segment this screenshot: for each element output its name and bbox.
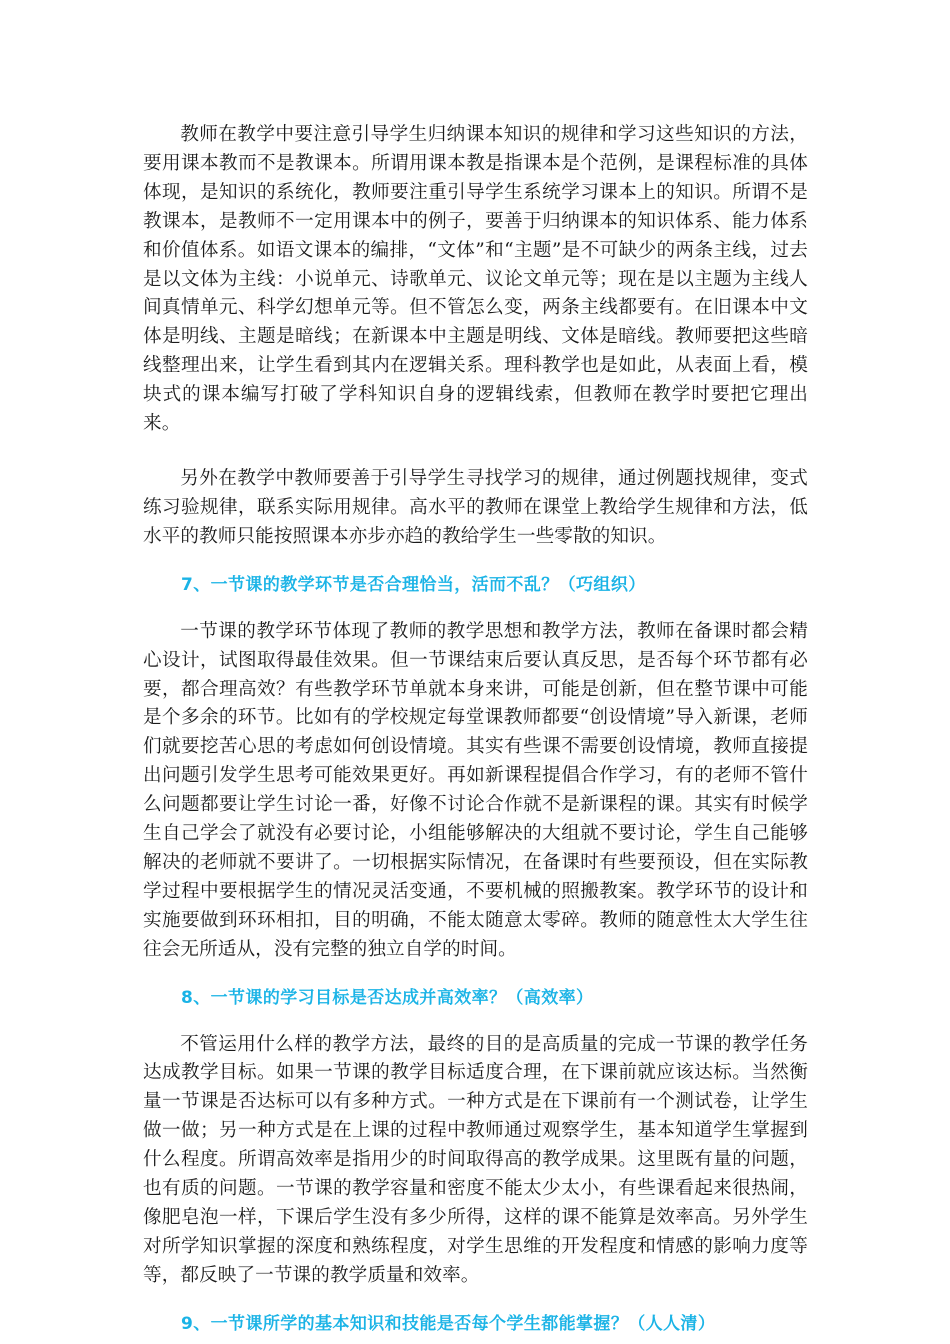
section-heading: 9、一节课所学的基本知识和技能是否每个学生都能掌握？（人人清） xyxy=(181,1313,716,1334)
body-paragraph: 一节课的教学环节体现了教师的教学思想和教学方法，教师在备课时都会精心设计，试图取得最佳效果。但一节课结束后要认真反思，是否每个环节都有必要，都合理高效？有些教学环节单就本身来讲，可能是创新，但在整节课中可能是个多余的环节。比如有的学校规定每堂课教师都要“创设情境”导入新课，老师们就要挖苦心思的考虑如何创设情境。其实有些课不需要创设情境，教师直接提出问题引发学生思考可能效果更好。再如新课程提倡合作学习，有的老师不管什么问题都要让学生讨论一番，好像不讨论合作就不是新课程的课。其实有时候学生自己学会了就没有必要讨论，小组能够解决的大组就不要讨论，学生自己能够解决的老师就不要讲了。一切根据实际情况，在备课时有些要预设，但在实际教学过程中要根据学生的情况灵活变通，不要机械的照搬教案。教学环节的设计和实施要做到环环相扣，目的明确，不能太随意太零碎。教师的随意性太大学生往往会无所适从，没有完整的独立自学的时间。 xyxy=(143,620,808,960)
document-page xyxy=(143,121,808,1338)
body-paragraph: 另外在教学中教师要善于引导学生寻找学习的规律，通过例题找规律，变式练习验规律，联系实际用规律。高水平的教师在课堂上教给学生规律和方法，低水平的教师只能按照课本亦步亦趋的教给学生一些零散的知识。 xyxy=(143,467,808,547)
body-paragraph: 不管运用什么样的教学方法，最终的目的是高质量的完成一节课的教学任务达成教学目标。如果一节课的教学目标适度合理，在下课前就应该达标。当然衡量一节课是否达标可以有多种方式。一种方式是在下课前有一个测试卷，让学生做一做；另一种方式是在上课的过程中教师通过观察学生，基本知道学生掌握到什么程度。所谓高效率是指用少的时间取得高的教学成果。这里既有量的问题，也有质的问题。一节课的教学容量和密度不能太少太小，有些课看起来很热闹，像肥皂泡一样，下课后学生没有多少所得，这样的课不能算是效率高。另外学生对所学知识掌握的深度和熟练程度，对学生思维的开发程度和情感的影响力度等等，都反映了一节课的教学质量和效率。 xyxy=(143,1033,808,1286)
section-heading: 7、一节课的教学环节是否合理恰当，活而不乱？（巧组织） xyxy=(181,574,646,595)
body-paragraph: 教师在教学中要注意引导学生归纳课本知识的规律和学习这些知识的方法，要用课本教而不是教课本。所谓用课本教是指课本是个范例，是课程标准的具体体现，是知识的系统化，教师要注重引导学生系统学习课本上的知识。所谓不是教课本，是教师不一定用课本中的例子，要善于归纳课本的知识体系、能力体系和价值体系。如语文课本的编排，“文体”和“主题”是不可缺少的两条主线，过去是以文体为主线：小说单元、诗歌单元、议论文单元等；现在是以主题为主线人间真情单元、科学幻想单元等。但不管怎么变，两条主线都要有。在旧课本中文体是明线、主题是暗线；在新课本中主题是明线、文体是暗线。教师要把这些暗线整理出来，让学生看到其内在逻辑关系。理科教学也是如此，从表面上看，模块式的课本编写打破了学科知识自身的逻辑线索，但教师在教学时要把它理出来。 xyxy=(143,124,808,435)
section-heading: 8、一节课的学习目标是否达成并高效率？（高效率） xyxy=(181,987,594,1008)
